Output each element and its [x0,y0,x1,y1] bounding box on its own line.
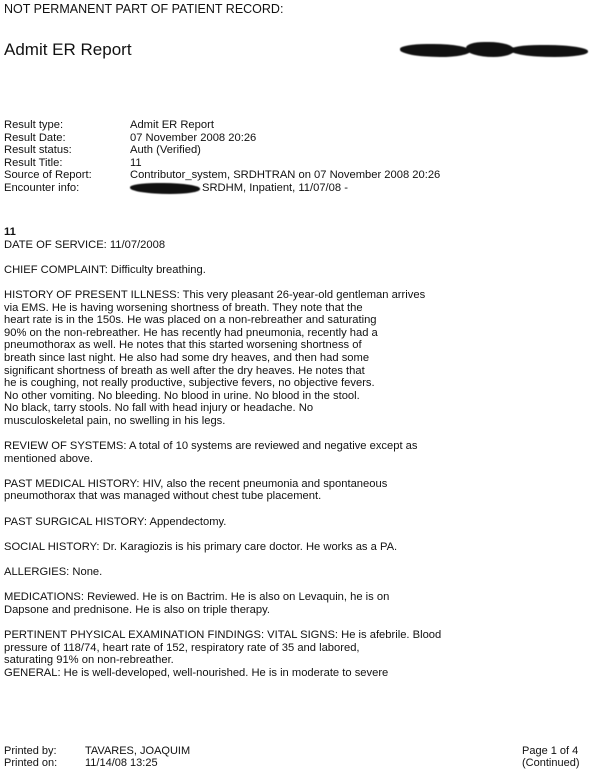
meta-label: Result type: [4,119,64,131]
printed-by-label: Printed by: [4,745,57,757]
meta-row-result-type [4,119,440,132]
meta-value: Auth (Verified) [130,144,201,157]
meta-value: 07 November 2008 20:26 [130,131,257,144]
meta-label: Source of Report: [4,169,92,182]
printed-by-value: TAVARES, JOAQUIM [85,745,191,757]
history-of-present-illness: HISTORY OF PRESENT ILLNESS: This very pleasant 26-year-old gentleman arrives via EMS. He is having worsening shortness of breath. They note that the heart rate is in the 150s. He was placed on a non-rebreather and saturating 90% on the non-rebreather. He has recently had pneumonia, recently had a pneumothorax as well. He notes that this started worsening shortness of breath since last night. He also had some dry heaves, and then had some significant shortness of breath as well after the dry heaves. He notes that he is coughing, not really productive, subjective fevers, no objective fevers. No other vomiting. No bleeding. No blood in urine. No blood in the stool. No black, tarry stools. No fall with head injury or headache. No musculoskeletal pain, no swelling in his legs. [4,288,426,427]
review-of-systems: REVIEW OF SYSTEMS: A total of 10 systems are reviewed and negative except as mentioned above. [4,440,418,465]
meta-label: Result status: [4,144,72,157]
physical-exam-findings: PERTINENT PHYSICAL EXAMINATION FINDINGS: VITAL SIGNS: He is afebrile. Blood pressure of 118/74, heart rate of 152, respiratory rate of 35 and labored, saturating 91% on non-rebreather. [4,629,442,667]
past-surgical-history: PAST SURGICAL HISTORY: Appendectomy. [4,515,227,528]
meta-value: Admit ER Report [130,119,214,131]
printed-on-label: Printed on: [4,757,58,769]
chief-complaint: CHIEF COMPLAINT: Difficulty breathing. [4,263,206,276]
meta-row-source [4,169,440,182]
page-indicator [522,745,579,769]
redacted-patient-name [400,40,590,60]
redacted-encounter-id [130,182,202,194]
meta-row-result-title [4,157,440,170]
meta-row-result-date [4,132,440,145]
medications: MEDICATIONS: Reviewed. He is on Bactrim. He is also on Levaquin, he is on Dapsone and prednisone. He is also on triple therapy. [4,591,390,616]
meta-value: SRDHM, Inpatient, 11/07/08 - [202,181,348,194]
general-exam: GENERAL: He is well-developed, well-nourished. He is in moderate to severe [4,666,389,679]
printed-on-value: 11/14/08 13:25 [85,757,158,769]
page-number: Page 1 of 4 [522,745,579,757]
meta-value: Contributor_system, SRDHTRAN on 07 November 2008 20:26 [130,169,441,182]
continued-label: (Continued) [522,757,580,769]
report-body [4,226,474,679]
meta-label: Result Date: [4,131,66,144]
allergies: ALLERGIES: None. [4,566,103,579]
meta-label: Encounter info: [4,181,80,194]
meta-row-result-status [4,144,440,157]
meta-row-encounter [4,182,440,195]
page-title: Admit ER Report [4,40,132,59]
date-of-service: DATE OF SERVICE: 11/07/2008 [4,238,166,251]
result-number: 11 [4,226,16,238]
past-medical-history: PAST MEDICAL HISTORY: HIV, also the recent pneumonia and spontaneous pneumothorax that was managed without chest tube placement. [4,477,388,503]
record-notice: NOT PERMANENT PART OF PATIENT RECORD: [4,2,284,16]
print-info [4,745,190,769]
meta-label: Result Title: [4,156,63,169]
social-history: SOCIAL HISTORY: Dr. Karagiozis is his primary care doctor. He works as a PA. [4,540,398,553]
meta-value: 11 [130,156,142,169]
result-metadata [4,119,440,195]
